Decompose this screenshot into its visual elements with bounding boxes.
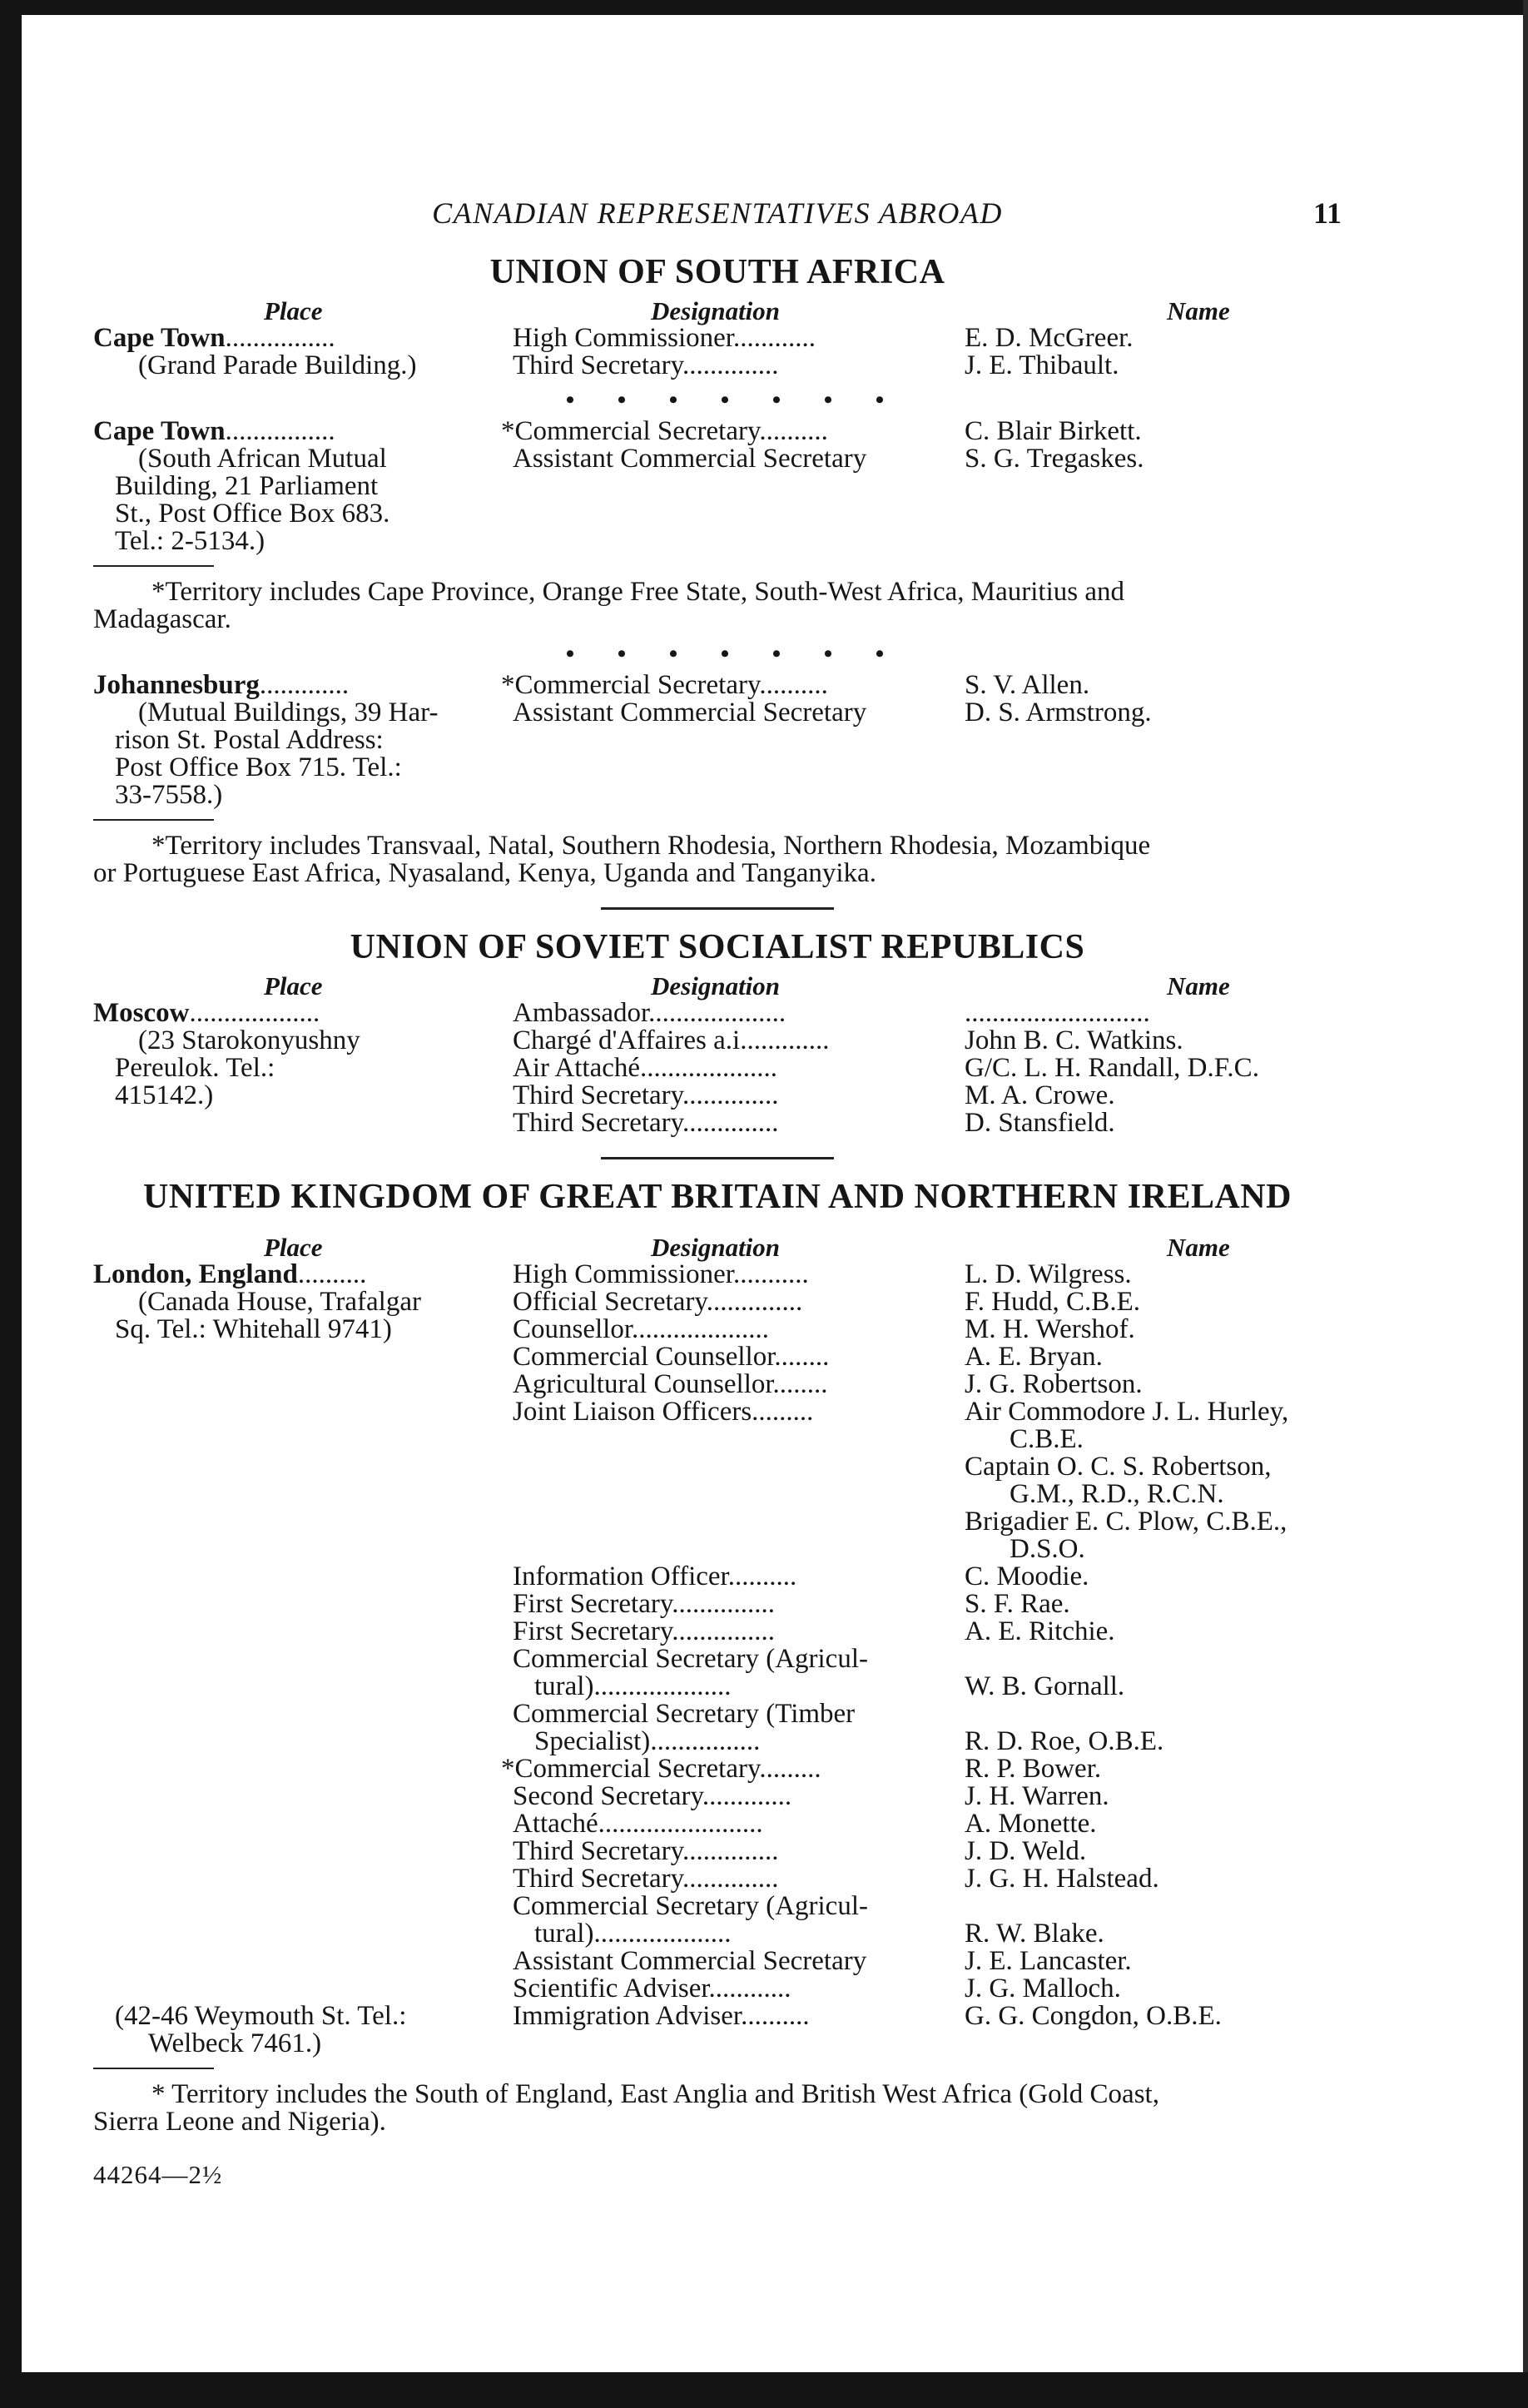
- designation: Commercial Secretary (Agricul-: [513, 1644, 868, 1674]
- designation: High Commissioner: [513, 323, 733, 353]
- person-name: W. B. Gornall.: [965, 1671, 1125, 1701]
- place-address: rison St. Postal Address:: [115, 725, 384, 755]
- designation-continued: Specialist): [534, 1726, 651, 1756]
- place-name: Moscow: [93, 998, 190, 1028]
- person-name: S. V. Allen.: [965, 670, 1090, 700]
- designation-cell: *Commercial Secretary.......... Assistant Commercial Secretary: [501, 672, 946, 809]
- designation: Official Secretary: [513, 1287, 707, 1317]
- page-number: 11: [1312, 196, 1342, 230]
- running-title: CANADIAN REPRESENTATIVES ABROAD: [432, 196, 1003, 230]
- person-name: J. E. Lancaster.: [965, 1946, 1132, 1976]
- entry-london-continued: [93, 1563, 1342, 2030]
- footnote-territory: *Territory includes Cape Province, Orange Free State, South-West Africa, Mauritius and Madagascar.: [93, 577, 1124, 634]
- designation: Air Attaché: [513, 1053, 641, 1083]
- entry-london: [93, 1261, 1342, 1563]
- person-name: C. Blair Birkett.: [965, 416, 1142, 446]
- section-divider: [601, 907, 834, 910]
- designation: Assistant Commercial Secretary: [513, 444, 867, 474]
- person-name: M. A. Crowe.: [965, 1080, 1115, 1110]
- person-name: J. G. Robertson.: [965, 1369, 1143, 1399]
- place-name: Cape Town: [93, 323, 226, 353]
- designation: Chargé d'Affaires a.i: [513, 1025, 741, 1055]
- name-cell: [946, 1563, 1342, 2030]
- designation: Ambassador: [513, 998, 649, 1028]
- entry-cape-town-2: [93, 418, 1342, 555]
- designation: Commercial Counsellor: [513, 1342, 775, 1372]
- person-name: Air Commodore J. L. Hurley,: [965, 1397, 1289, 1427]
- designation: High Commissioner: [513, 1259, 733, 1289]
- place-address: 33-7558.): [115, 780, 223, 810]
- column-header-place: Place: [264, 296, 323, 325]
- scan-border-right: [1523, 0, 1528, 2408]
- entry-moscow: [93, 1000, 1342, 1137]
- designation-cell: Information Officer.......... First Secretary............... First Secretary............... Commercial Secretary (Agricul- tural).................... Commercial Secretary (Timber Specialist)................ *Commercial Secretary......... Second Secretary............. Attaché........................ Third Secretary.............. Third Secretary.............. Commercial Secretary (Agricul- tural).................... Assistant Commercial Secretary Scientific Adviser............ Immigration Adviser..........: [501, 1563, 946, 2030]
- person-name: John B. C. Watkins.: [965, 1025, 1183, 1055]
- section-separator-dots: • • • • • • •: [565, 640, 903, 668]
- place-address: Pereulok. Tel.:: [115, 1053, 275, 1083]
- designation: Second Secretary: [513, 1781, 702, 1811]
- place-address: (South African Mutual: [138, 444, 387, 474]
- person-name: S. F. Rae.: [965, 1589, 1070, 1619]
- column-header-place: Place: [264, 971, 323, 1000]
- person-name-continued: G.M., R.D., R.C.N.: [1010, 1479, 1224, 1509]
- place-cell: Cape Town................ (Grand Parade Building.): [93, 325, 501, 380]
- designation: Third Secretary: [513, 1864, 683, 1894]
- person-name: R. W. Blake.: [965, 1919, 1104, 1949]
- footnote-rule: [93, 565, 214, 567]
- scan-border-bottom: [0, 2372, 1528, 2408]
- name-cell: [946, 1261, 1342, 1563]
- person-name: A. E. Bryan.: [965, 1342, 1103, 1372]
- person-name: D. S. Armstrong.: [965, 698, 1152, 727]
- column-headers: [93, 966, 1342, 1000]
- designation-continued: tural): [534, 1919, 594, 1949]
- place-name: Cape Town: [93, 416, 226, 446]
- section-heading-south-africa: UNION OF SOUTH AFRICA: [489, 253, 945, 291]
- place-address: (Canada House, Trafalgar: [138, 1287, 421, 1317]
- designation: First Secretary: [513, 1616, 672, 1646]
- designation: Commercial Secretary (Timber: [513, 1699, 856, 1729]
- designation: Assistant Commercial Secretary: [513, 698, 867, 727]
- designation: Attaché: [513, 1809, 598, 1839]
- column-header-place: Place: [264, 1233, 323, 1262]
- designation-cell: High Commissioner........... Official Secretary.............. Counsellor.................... Commercial Counsellor........ Agricultural Counsellor........ Joint Liaison Officers.........: [513, 1259, 830, 1427]
- place-cell: [93, 2003, 501, 2058]
- place-address: Welbeck 7461.): [148, 2028, 322, 2058]
- person-name: R. P. Bower.: [965, 1754, 1102, 1784]
- column-header-name: Name: [1167, 296, 1230, 325]
- section-divider: [601, 1157, 834, 1159]
- person-name: D. Stansfield.: [965, 1108, 1115, 1138]
- designation: Third Secretary: [513, 1836, 683, 1866]
- person-name: M. H. Wershof.: [965, 1314, 1135, 1344]
- name-cell: [946, 418, 1342, 555]
- person-name: C. Moodie.: [965, 1561, 1089, 1591]
- section-separator-dots: • • • • • • •: [565, 386, 903, 414]
- person-name: S. G. Tregaskes.: [965, 444, 1144, 474]
- designation: *Commercial Secretary: [501, 416, 760, 446]
- scan-border-left: [0, 0, 22, 2408]
- page: [93, 196, 1342, 2189]
- person-name: F. Hudd, C.B.E.: [965, 1287, 1140, 1317]
- designation: Third Secretary: [513, 1080, 683, 1110]
- place-address: 415142.): [115, 1080, 214, 1110]
- designation: Immigration Adviser: [513, 2001, 742, 2031]
- designation: Third Secretary: [513, 350, 683, 380]
- designation: Joint Liaison Officers: [513, 1397, 752, 1427]
- person-name: L. D. Wilgress.: [965, 1259, 1132, 1289]
- place-cell: Johannesburg............. (Mutual Buildings, 39 Har- rison St. Postal Address: Post Office Box 715. Tel.: 33-7558.): [93, 672, 501, 809]
- entry-cape-town-1: [93, 325, 1342, 380]
- designation: Third Secretary: [513, 1108, 683, 1138]
- person-name: E. D. McGreer.: [965, 323, 1134, 353]
- column-headers: [93, 291, 1342, 325]
- place-address: Sq. Tel.: Whitehall 9741): [115, 1314, 392, 1344]
- scan-border-top: [0, 0, 1528, 15]
- column-header-designation: Designation: [651, 296, 781, 325]
- person-name: G. G. Congdon, O.B.E.: [965, 2001, 1222, 2031]
- person-name: G/C. L. H. Randall, D.F.C.: [965, 1053, 1259, 1083]
- running-head: [93, 196, 1342, 246]
- person-name: Brigadier E. C. Plow, C.B.E.,: [965, 1507, 1287, 1537]
- footnote-rule: [93, 2068, 214, 2069]
- designation-cell: High Commissioner............ Third Secretary..............: [513, 323, 816, 380]
- person-name: J. D. Weld.: [965, 1836, 1087, 1866]
- person-name: A. Monette.: [965, 1809, 1097, 1839]
- person-name-continued: D.S.O.: [1010, 1534, 1085, 1564]
- person-name: J. H. Warren.: [965, 1781, 1109, 1811]
- person-name: J. E. Thibault.: [965, 350, 1119, 380]
- place-cell: London, England.......... (Canada House, Trafalgar Sq. Tel.: Whitehall 9741): [93, 1261, 501, 1563]
- column-header-designation: Designation: [651, 971, 781, 1000]
- column-headers: [93, 1228, 1342, 1261]
- designation: *Commercial Secretary: [501, 1754, 760, 1784]
- place-address: (23 Starokonyushny: [138, 1025, 360, 1055]
- place-cell: Moscow................... (23 Starokonyushny Pereulok. Tel.: 415142.): [93, 1000, 501, 1137]
- designation: First Secretary: [513, 1589, 672, 1619]
- place-name: London, England: [93, 1259, 298, 1289]
- person-name: J. G. Malloch.: [965, 1974, 1121, 2003]
- place-address: Post Office Box 715. Tel.:: [115, 752, 402, 782]
- entry-johannesburg: [93, 672, 1342, 809]
- place-address: St., Post Office Box 683.: [115, 499, 390, 529]
- designation: Scientific Adviser: [513, 1974, 709, 2003]
- designation: Information Officer: [513, 1561, 728, 1591]
- name-cell: [946, 672, 1342, 809]
- designation: Counsellor: [513, 1314, 633, 1344]
- designation-continued: tural): [534, 1671, 594, 1701]
- vacant-name-dots: ...........................: [965, 998, 1150, 1028]
- designation: *Commercial Secretary: [501, 670, 760, 700]
- designation-cell: Ambassador.................... Chargé d'Affaires a.i............. Air Attaché.................... Third Secretary.............. Third Secretary..............: [513, 998, 830, 1138]
- section-heading-uk: UNITED KINGDOM OF GREAT BRITAIN AND NORTHERN IRELAND: [143, 1178, 1292, 1216]
- place-address: Building, 21 Parliament: [115, 471, 379, 501]
- place-cell: Cape Town................ (South African Mutual Building, 21 Parliament St., Post Office Box 683. Tel.: 2-5134.): [93, 418, 501, 555]
- column-header-name: Name: [1167, 1233, 1230, 1262]
- name-cell: [946, 325, 1342, 380]
- designation: Commercial Secretary (Agricul-: [513, 1891, 868, 1921]
- footnote-territory: *Territory includes Transvaal, Natal, Southern Rhodesia, Northern Rhodesia, Mozambique or Portuguese East Africa, Nyasaland, Kenya, Uganda and Tanganyika.: [93, 831, 1151, 888]
- name-cell: [946, 1000, 1342, 1137]
- column-header-name: Name: [1167, 971, 1230, 1000]
- entry-london-weymouth: [93, 2003, 1342, 2058]
- person-name: Captain O. C. S. Robertson,: [965, 1452, 1272, 1482]
- designation-cell: *Commercial Secretary.......... Assistant Commercial Secretary: [501, 418, 946, 555]
- place-address: Tel.: 2-5134.): [115, 526, 265, 556]
- printer-signature: 44264—2½: [93, 2160, 223, 2189]
- place-address: (Grand Parade Building.): [138, 350, 417, 380]
- person-name: J. G. H. Halstead.: [965, 1864, 1159, 1894]
- designation: Agricultural Counsellor: [513, 1369, 773, 1399]
- place-name: Johannesburg: [93, 670, 260, 700]
- footnote-territory: * Territory includes the South of England, East Anglia and British West Africa (Gold Coast, Sierra Leone and Nigeria).: [93, 2079, 1159, 2137]
- person-name: R. D. Roe, O.B.E.: [965, 1726, 1164, 1756]
- footnote-rule: [93, 819, 214, 821]
- section-heading-ussr: UNION OF SOVIET SOCIALIST REPUBLICS: [350, 928, 1085, 966]
- person-name-continued: C.B.E.: [1010, 1424, 1084, 1454]
- designation: Assistant Commercial Secretary: [513, 1946, 867, 1976]
- column-header-designation: Designation: [651, 1233, 781, 1262]
- person-name: A. E. Ritchie.: [965, 1616, 1115, 1646]
- place-address: (Mutual Buildings, 39 Har-: [138, 698, 439, 727]
- place-address: (42-46 Weymouth St. Tel.:: [115, 2001, 407, 2031]
